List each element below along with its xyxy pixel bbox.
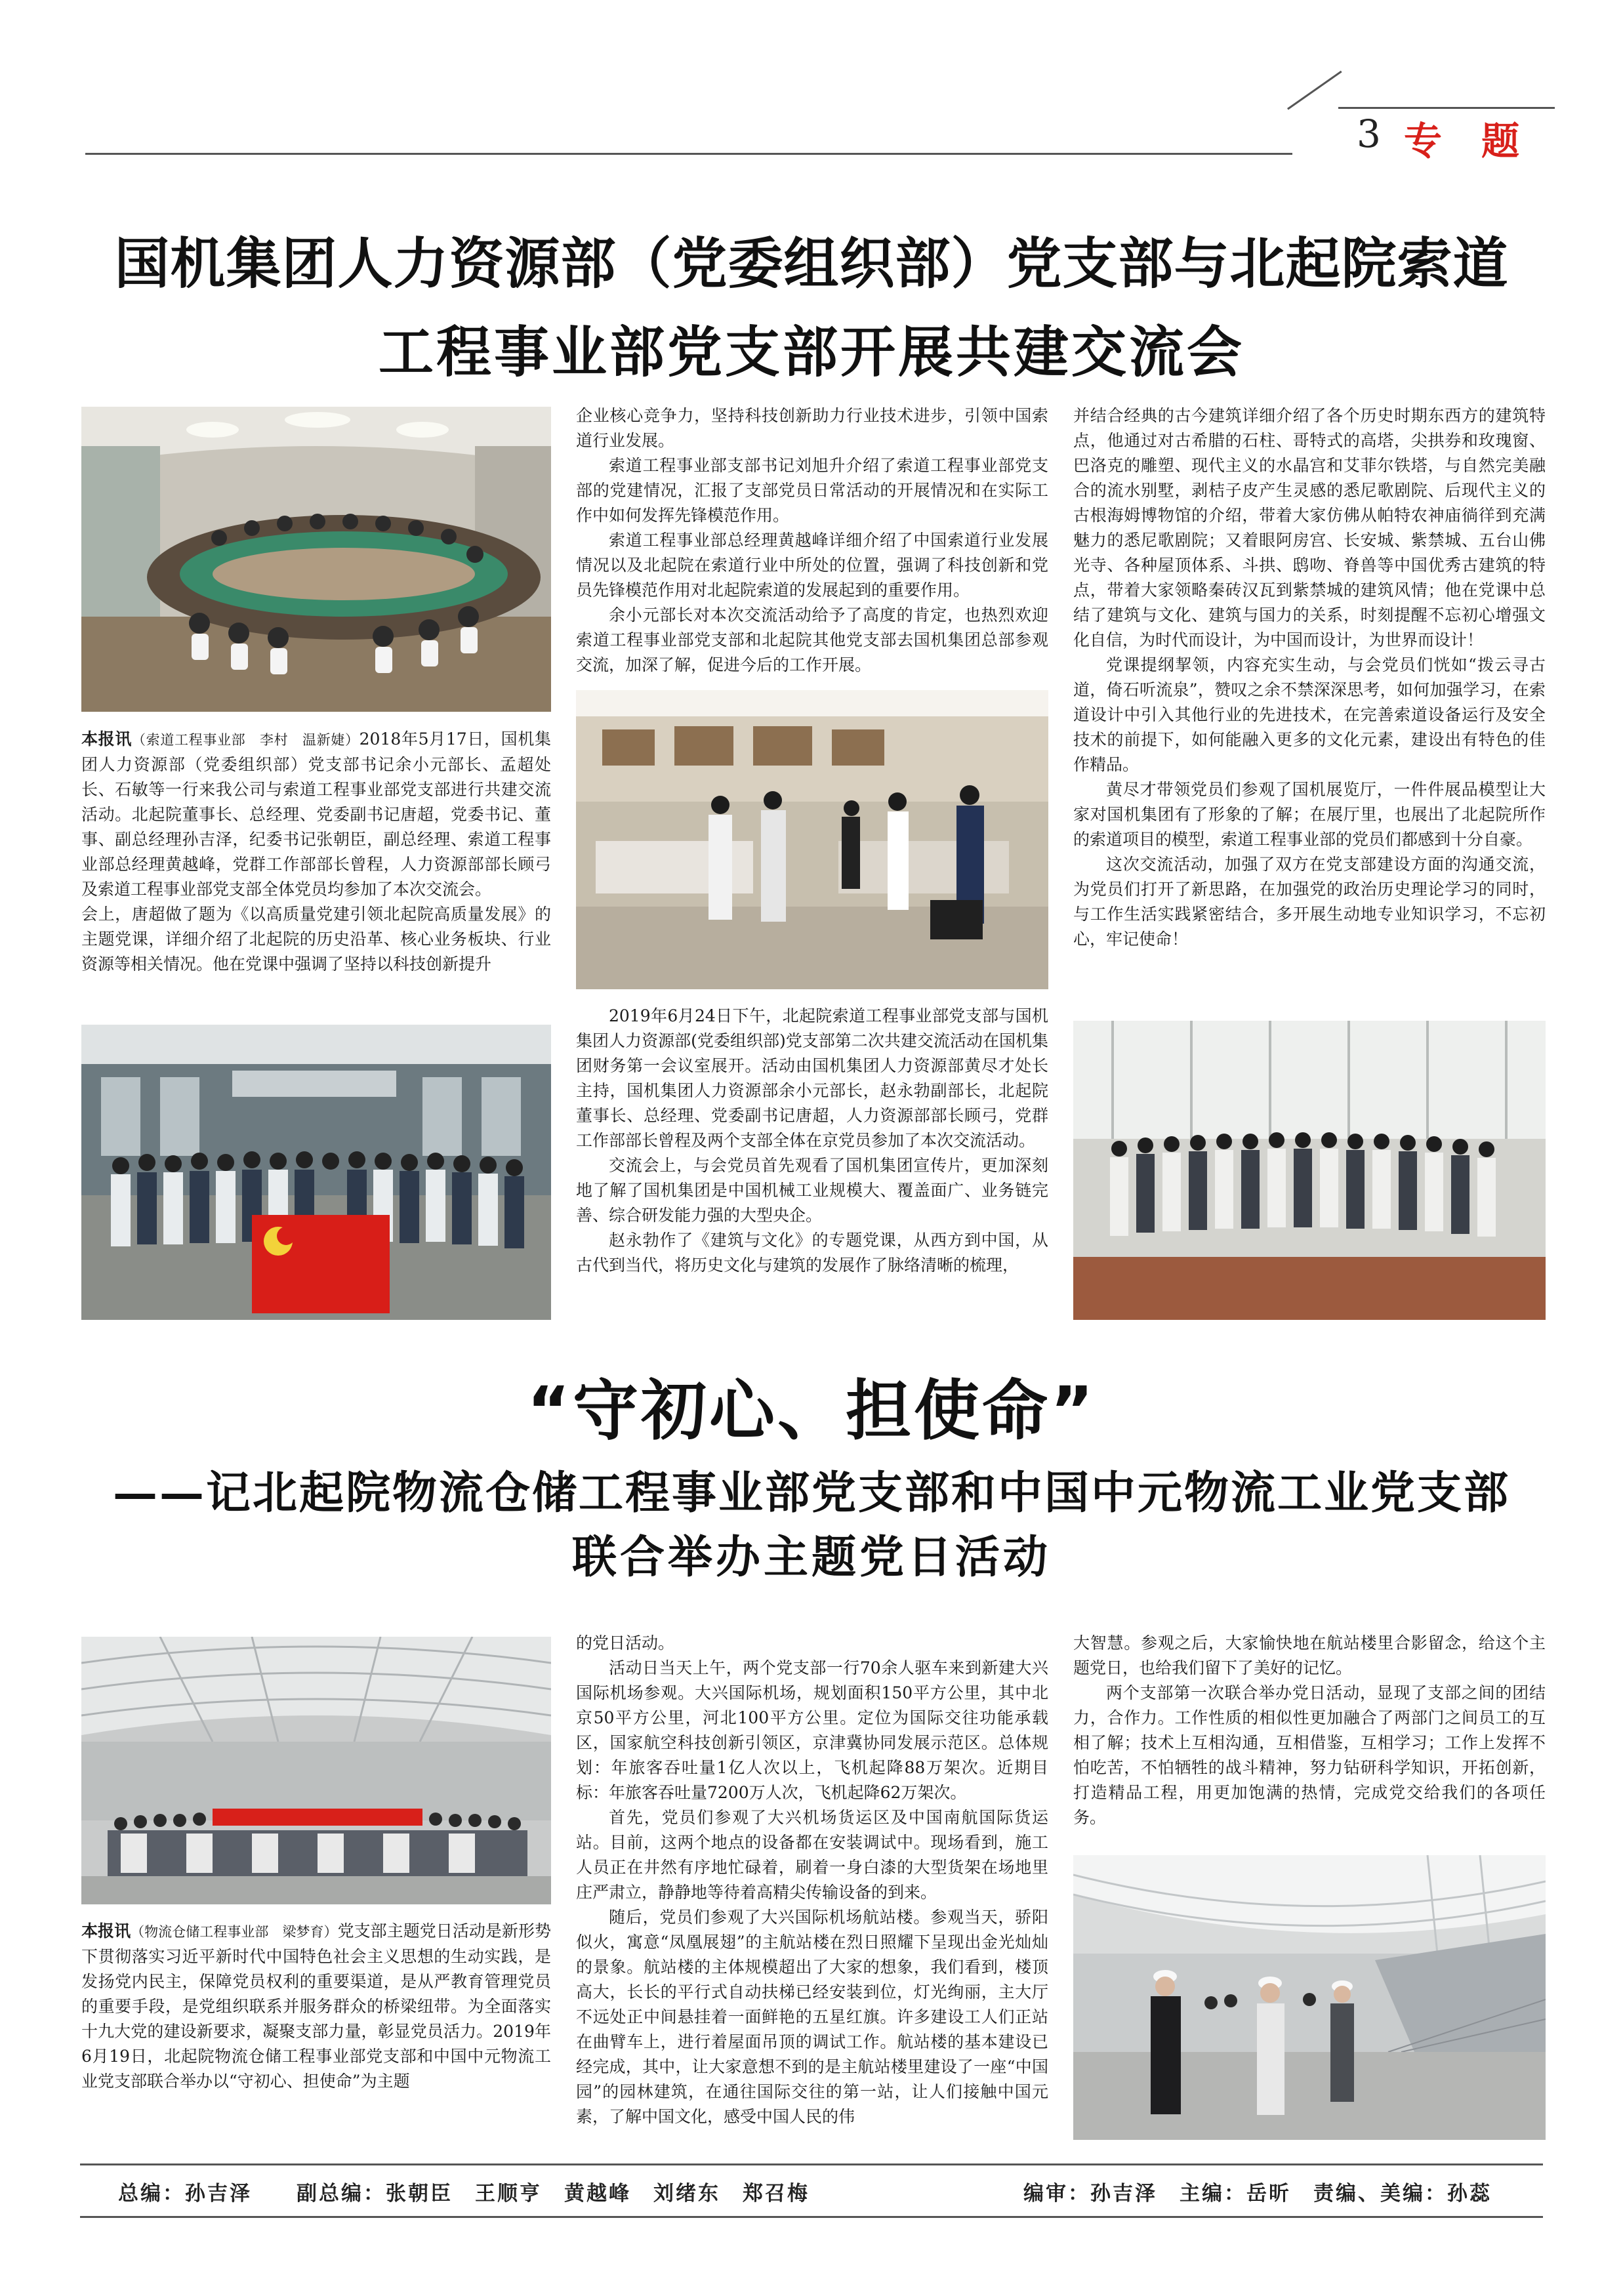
article2-paragraph: 活动日当天上午，两个党支部一行70余人驱车来到新建大兴国际机场参观。大兴国际机场，规划面积150平方公里，其中北京50平方公里，河北100平方公里。定位为国际交往功能承载区，国家航空科技创新引领区，京津冀协同发展示范区。总体规划：年旅客吞吐量1亿人次以上，飞机起降88万架次。近期目标：年旅客吞吐量7200万人次，飞机起降62万架次。 <box>576 1658 1048 1802</box>
article2-paragraph: 两个支部第一次联合举办党日活动，显现了支部之间的团结力，合作力。工作性质的相似性更加融合了两部门之间员工的互相了解；技术上互相沟通，互相借鉴，互相学习；工作上发挥不怕吃苦，不怕牺牲的战斗精神，努力钻研科学知识，开拓创新，打造精品工程，用更加饱满的热情，完成党交给我们的各项任务。 <box>1073 1683 1546 1827</box>
article1-column1 <box>81 727 551 977</box>
byline: （物流仓储工程事业部 梁梦育） <box>131 1924 338 1940</box>
article2-paragraph: 随后，党员们参观了大兴国际机场航站楼。参观当天，骄阳似火，寓意“凤凰展翅”的主航站楼在烈日照耀下呈现出金光灿灿的景象。航站楼的主体规模超出了大家的想象，我们看到，楼顶高大，长长的平行式自动扶梯已经安装到位，灯光绚丽，主大厅不远处正中间悬挂着一面鲜艳的五星红旗。许多建设工人们正站在曲臂车上，进行着屋面吊顶的调试工作。航站楼的基本建设已经完成，其中，让大家意想不到的是主航站楼里建设了一座“中国园”的园林建筑，在通往国际交往的第一站，让人们接触中国元素，了解中国文化，感受中国人民的伟 <box>576 1908 1048 2126</box>
article1-column2 <box>576 403 1048 678</box>
header-rule <box>85 153 1292 155</box>
byline: （索道工程事业部 李村 温新婕） <box>132 732 360 748</box>
article2-column1 <box>81 1919 551 2094</box>
article1-paragraph: 黄尽才带领党员们参观了国机展览厅，一件件展品模型让大家对国机集团有了形象的了解；在展厅里，也展出了北起院所作的索道项目的模型，索道工程事业部的党员们都感到十分自豪。 <box>1073 780 1546 849</box>
article1-paragraph: 2019年6月24日下午，北起院索道工程事业部党支部与国机集团人力资源部(党委组织部)党支部第二次共建交流活动在国机集团财务第一会议室展开。活动由国机集团人力资源部黄尽才处长主持，国机集团人力资源部余小元部长，赵永勃副部长，北起院董事长、总经理、党委副书记唐超，人力资源部部长顾弓，党群工作部部长曾程及两个支部全体在京党员参加了本次交流活动。 <box>576 1006 1048 1150</box>
photo-group-flag <box>81 1025 551 1320</box>
article2-paragraph: 首先，党员们参观了大兴机场货运区及中国南航国际货运站。目前，这两个地点的设备都在安装调试中。现场看到，施工人员正在井然有序地忙碌着，刷着一身白漆的大型货架在场地里庄严肃立，静静地等待着高精尖传输设备的到来。 <box>576 1808 1048 1902</box>
article1-lead-paragraph <box>81 727 551 902</box>
article1-column2-continued <box>576 1004 1048 1278</box>
footer-rule-bottom <box>80 2216 1543 2218</box>
footer-rule-top <box>80 2163 1543 2165</box>
article2-subtitle-line1: ——记北起院物流仓储工程事业部党支部和中国中元物流工业党支部 <box>112 1467 1510 1519</box>
article1-paragraph: 余小元部长对本次交流活动给予了高度的肯定，也热烈欢迎索道工程事业部党支部和北起院其他党支部去国机集团总部参观交流，加深了解，促进今后的工作开展。 <box>576 605 1048 674</box>
article1-paragraph: 企业核心竞争力，坚持科技创新助力行业技术进步，引领中国索道行业发展。 <box>576 406 1048 450</box>
section-title: 专题 <box>1404 119 1559 163</box>
article2-paragraph: 的党日活动。 <box>576 1633 675 1652</box>
article1-paragraph: 索道工程事业部总经理黄越峰详细介绍了中国索道行业发展情况以及北起院在索道行业中所处的位置，强调了科技创新和党员先锋模范作用对北起院索道的发展起到的重要作用。 <box>576 531 1048 600</box>
photo-group-hall <box>1073 1021 1546 1320</box>
article1-title-line1: 国机集团人力资源部（党委组织部）党支部与北起院索道 <box>114 232 1509 296</box>
article1-paragraph: 并结合经典的古今建筑详细介绍了各个历史时期东西方的建筑特点，他通过对古希腊的石柱、哥特式的高塔，尖拱券和玫瑰窗、巴洛克的雕塑、现代主义的水晶宫和艾菲尔铁塔，与自然完美融合的流水别墅，剥桔子皮产生灵感的悉尼歌剧院、后现代主义的古根海姆博物馆的介绍，带着大家仿佛从帕特农神庙徜徉到充满魅力的悉尼歌剧院；又着眼阿房宫、长安城、紫禁城、五台山佛光寺、各种屋顶体系、斗拱、鸱吻、脊兽等中国优秀古建筑的特点，带着大家领略秦砖汉瓦到紫禁城的建筑风情；他在党课中总结了建筑与文化、建筑与国力的关系，时刻提醒不忘初心增强文化自信，为时代而设计，为中国而设计，为世界而设计！ <box>1073 406 1546 649</box>
article2-lead-text: 党支部主题党日活动是新形势下贯彻落实习近平新时代中国特色社会主义思想的生动实践，是发扬党内民主，保障党员权利的重要渠道，是从严教育管理党员的重要手段，是党组织联系并服务群众的桥梁纽带。为全面落实十九大党的建设新要求，凝聚支部力量，彰显党员活力。2019年6月19日，北起院物流仓储工程事业部党支部和中国中元物流工业党支部联合举办以“守初心、担使命”为主题 <box>81 1921 551 2091</box>
article2-column3 <box>1073 1631 1546 1830</box>
article2-title: “守初心、担使命” <box>527 1372 1096 1449</box>
news-tag: 本报讯 <box>81 1921 131 1940</box>
header-rule-top <box>1338 107 1555 109</box>
photo-airport-group <box>81 1637 551 1904</box>
photo-exhibition-hall <box>576 690 1048 989</box>
article1-column3 <box>1073 403 1546 952</box>
article1-paragraph: 这次交流活动，加强了双方在党支部建设方面的沟通交流，为党员们打开了新思路，在加强党的政治历史理论学习的同时，与工作生活实践紧密结合，多开展生动地专业知识学习，不忘初心，牢记使命！ <box>1073 855 1546 949</box>
article1-paragraph: 党课提纲挈领，内容充实生动，与会党员们恍如“拨云寻古道，倚石听流泉”，赞叹之余不禁深深思考，如何加强学习，在索道设计中引入其他行业的先进技术，在完善索道设备运行及安全技术的前提下，如何能融入更多的文化元素，建设出有特色的佳作精品。 <box>1073 655 1546 774</box>
article1-title-line2: 工程事业部党支部开展共建交流会 <box>378 320 1244 384</box>
article1-paragraph: 会上，唐超做了题为《以高质量党建引领北起院高质量发展》的主题党课，详细介绍了北起院的历史沿革、核心业务板块、行业资源等相关情况。他在党课中强调了坚持以科技创新提升 <box>81 905 551 974</box>
footer-editors-right: 编审：孙吉泽 主编：岳昕 责编、美编：孙蕊 <box>1023 2182 1492 2205</box>
news-tag: 本报讯 <box>81 729 132 748</box>
header-rule-slant <box>1287 71 1342 110</box>
article2-paragraph: 大智慧。参观之后，大家愉快地在航站楼里合影留念，给这个主题党日，也给我们留下了美好的记忆。 <box>1073 1633 1546 1677</box>
article1-paragraph: 索道工程事业部支部书记刘旭升介绍了索道工程事业部党支部的党建情况，汇报了支部党员日常活动的开展情况和在实际工作中如何发挥先锋模范作用。 <box>576 456 1048 525</box>
article1-lead-text: 2018年5月17日，国机集团人力资源部（党委组织部）党支部书记余小元部长、孟超处长、石敏等一行来我公司与索道工程事业部党支部进行共建交流活动。北起院董事长、总经理、党委副书记唐超，党委书记、董事、副总经理孙吉泽，纪委书记张朝臣，副总经理、索道工程事业部总经理黄越峰，党群工作部部长曾程，人力资源部部长顾弓及索道工程事业部党支部全体党员均参加了本次交流会。 <box>81 729 551 899</box>
article2-lead-paragraph <box>81 1919 551 2094</box>
article2-subtitle-line2: 联合举办主题党日活动 <box>571 1531 1051 1584</box>
footer-editors-left: 总编：孙吉泽 副总编：张朝臣 王顺亨 黄越峰 刘绪东 郑召梅 <box>118 2182 810 2205</box>
article2-column2 <box>576 1631 1048 2129</box>
photo-terminal-walkway <box>1073 1855 1546 2140</box>
article1-paragraph: 交流会上，与会党员首先观看了国机集团宣传片，更加深刻地了解了国机集团是中国机械工业规模大、覆盖面广、业务链完善、综合研发能力强的大型央企。 <box>576 1156 1048 1225</box>
article1-paragraph: 赵永勃作了《建筑与文化》的专题党课，从西方到中国，从古代到当代，将历史文化与建筑的发展作了脉络清晰的梳理， <box>576 1231 1048 1275</box>
photo-meeting-room <box>81 407 551 712</box>
page-number: 3 <box>1357 112 1381 156</box>
